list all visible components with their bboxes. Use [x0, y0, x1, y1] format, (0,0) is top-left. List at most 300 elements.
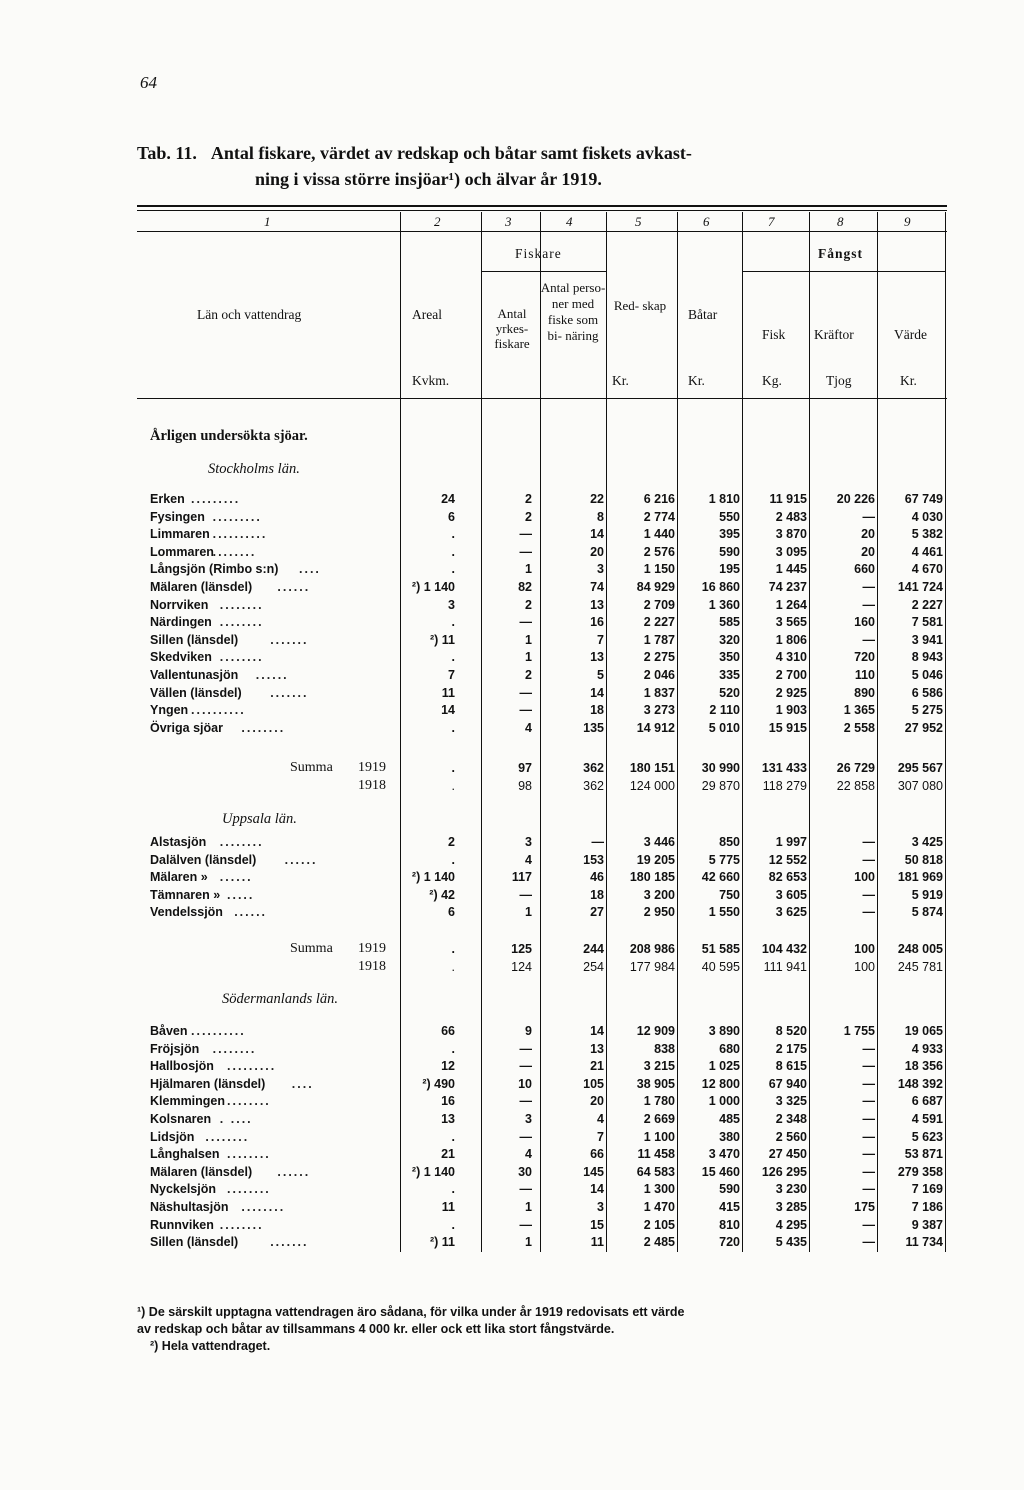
summa-cell: .	[451, 942, 455, 956]
header-col-3: Antal yrkes- fiskare	[494, 306, 530, 351]
table-cell: 6 586	[911, 685, 943, 700]
table-cell: 148 392	[897, 1076, 943, 1091]
table-cell: 3	[448, 597, 455, 612]
table-cell: 4 295	[775, 1217, 807, 1232]
table-row-label: Långsjön (Rimbo s:n)	[150, 562, 279, 577]
title-line-1: Antal fiskare, värdet av redskap och båtar samt fiskets avkast-	[210, 143, 692, 163]
table-cell: .	[451, 852, 455, 867]
table-cell: ²) 1 140	[411, 1164, 455, 1179]
table-row-label: Sillen (länsdel)	[150, 1235, 239, 1250]
table-row-leader: .....	[227, 887, 255, 902]
table-cell: —	[862, 1076, 875, 1091]
summa-cell: 125	[511, 942, 532, 956]
table-row-label: Tämnaren »	[150, 887, 221, 902]
table-row-leader: ..........	[212, 527, 268, 542]
table-cell: 890	[854, 685, 875, 700]
summa-cell: 51 585	[701, 942, 740, 956]
table-cell: —	[519, 1059, 532, 1074]
table-cell: 3 625	[775, 905, 807, 920]
column-number-2: 2	[434, 214, 441, 229]
table-cell: 2 348	[775, 1112, 807, 1126]
table-cell: 1 150	[643, 562, 675, 577]
table-cell: 14	[590, 527, 604, 542]
table-cell: —	[519, 1094, 532, 1109]
summa-label: Summa	[290, 941, 333, 956]
table-cell: 3	[597, 562, 604, 577]
table-cell: 2	[525, 597, 532, 612]
table-cell: 3 200	[643, 887, 675, 902]
table-cell: 2 558	[843, 720, 875, 735]
table-cell: 1 445	[775, 562, 807, 577]
table-cell: 24	[441, 492, 455, 506]
summa-cell: .	[451, 761, 455, 775]
table-cell: 4 591	[911, 1112, 943, 1126]
table-cell: 3 230	[775, 1182, 807, 1197]
table-row-leader: ........	[227, 1094, 271, 1109]
table-cell: —	[862, 509, 875, 524]
table-cell: 6	[448, 509, 455, 524]
rule-col-9	[945, 212, 946, 1252]
table-cell: 141 724	[897, 580, 943, 594]
table-cell: 2 560	[775, 1129, 807, 1144]
column-number-9: 9	[904, 214, 911, 229]
table-cell: —	[862, 1059, 875, 1074]
table-cell: 4	[597, 1112, 604, 1126]
table-row-leader: ........	[212, 544, 257, 559]
table-row-label: Nyckelsjön	[150, 1182, 217, 1197]
table-cell: —	[862, 1147, 875, 1162]
table-cell: 11 734	[905, 1235, 943, 1250]
table-cell: —	[862, 905, 875, 920]
table-cell: 1 025	[708, 1059, 740, 1074]
table-cell: 20	[590, 544, 604, 559]
table-row-label: Vällen (länsdel)	[150, 685, 242, 700]
table-cell: 27	[590, 905, 604, 920]
summa-cell: 111 941	[763, 960, 807, 974]
header-col-1: Län och vattendrag	[197, 307, 302, 322]
table-row-leader: .......	[270, 685, 309, 700]
summa-label: Summa	[290, 760, 333, 775]
table-cell: 1 470	[643, 1200, 675, 1214]
summa-cell: 124 000	[629, 779, 675, 793]
summa-cell: 177 984	[629, 960, 675, 974]
table-cell: —	[519, 1182, 532, 1197]
table-row-leader: ........	[219, 650, 264, 665]
table-cell: 135	[583, 720, 604, 735]
table-cell: 30	[518, 1164, 532, 1179]
table-cell: 590	[719, 544, 740, 559]
table-cell: 13	[590, 1041, 604, 1056]
table-cell: 520	[719, 685, 740, 700]
table-number: Tab. 11.	[137, 143, 197, 163]
summa-cell: 307 080	[897, 779, 943, 793]
table-cell: 4 461	[911, 544, 943, 559]
table-cell: 3 941	[911, 632, 943, 647]
table-row-leader: ......	[284, 852, 318, 867]
table-row-leader: ........	[241, 1200, 286, 1214]
table-cell: 2 669	[643, 1112, 675, 1126]
table-cell: 7 581	[911, 615, 943, 630]
table-cell: 5 919	[911, 887, 943, 902]
table-row-leader: ....	[291, 1076, 314, 1091]
summa-cell: 22 858	[836, 779, 875, 793]
footnote-2: ²) Hela vattendraget.	[150, 1339, 271, 1353]
table-cell: 3 446	[643, 835, 675, 849]
table-cell: 82 653	[768, 870, 807, 885]
header-group-fiskare: Fiskare	[515, 246, 562, 261]
table-cell: 13	[590, 650, 604, 665]
table-cell: 1 755	[843, 1024, 875, 1038]
table-cell: 117	[511, 870, 532, 885]
table-cell: 126 295	[761, 1164, 807, 1179]
table-cell: 6 687	[911, 1094, 943, 1109]
table-cell: 380	[719, 1129, 740, 1144]
table-row-leader: ..........	[191, 703, 246, 718]
table-cell: 2	[448, 835, 455, 849]
summa-cell: 100	[854, 942, 875, 956]
table-row-leader: ........	[212, 1041, 257, 1056]
header-col-4: Antal perso- ner med fiske som bi- näring	[540, 280, 606, 343]
summa-cell: 248 005	[897, 942, 943, 956]
table-cell: .	[451, 1129, 455, 1144]
table-cell: 13	[590, 597, 604, 612]
table-row-leader: .......	[270, 632, 309, 647]
table-cell: 2 774	[643, 509, 675, 524]
page-number: 64	[140, 73, 157, 92]
table-cell: 21	[590, 1059, 604, 1074]
header-col-9: Värde	[894, 327, 927, 342]
rule-top-thin	[137, 210, 947, 211]
header-col-8: Kräftor	[814, 327, 854, 342]
table-row-leader: ......	[255, 668, 289, 682]
rule-fangst-group	[742, 271, 945, 272]
table-cell: 4	[525, 852, 532, 867]
table-cell: 4 030	[911, 509, 943, 524]
table-cell: —	[862, 580, 875, 594]
footnote-1a: ¹) De särskilt upptagna vattendragen äro sådana, för vilka under år 1919 redovisats ett värde	[137, 1305, 685, 1319]
table-row-label: Hallbosjön	[150, 1059, 214, 1074]
table-cell: —	[862, 887, 875, 902]
table-cell: 3	[525, 835, 532, 849]
summa-cell: 245 781	[897, 960, 943, 974]
table-cell: 6 216	[643, 492, 675, 506]
table-cell: 11 458	[637, 1147, 675, 1162]
table-cell: 335	[719, 668, 740, 682]
header-col-7: Fisk	[762, 327, 786, 342]
table-cell: 3 470	[708, 1147, 740, 1162]
summa-cell: 118 279	[762, 779, 807, 793]
table-cell: 10	[518, 1076, 532, 1091]
table-cell: —	[591, 835, 604, 849]
header-unit-5: Kr.	[612, 373, 629, 388]
table-row-label: Runnviken	[150, 1217, 214, 1232]
table-cell: 2 275	[643, 650, 675, 665]
header-unit-2: Kvkm.	[412, 373, 450, 388]
table-cell: 1	[525, 650, 532, 665]
column-number-1: 1	[264, 214, 271, 229]
table-cell: 8 943	[911, 650, 943, 665]
table-cell: 7 186	[911, 1200, 943, 1214]
table-cell: 8	[597, 509, 604, 524]
table-cell: 18 356	[904, 1059, 943, 1074]
summa-year: 1919	[358, 941, 386, 956]
table-cell: —	[519, 544, 532, 559]
table-cell: 2 925	[775, 685, 807, 700]
rule-top-thick	[137, 205, 947, 207]
table-row-label: Mälaren (länsdel)	[150, 580, 253, 594]
table-cell: —	[862, 1129, 875, 1144]
table-cell: 22	[590, 492, 604, 506]
table-cell: 175	[854, 1200, 875, 1214]
table-cell: 1	[525, 905, 532, 920]
table-cell: 11	[441, 685, 455, 700]
table-cell: 1	[525, 632, 532, 647]
table-cell: 11 915	[769, 492, 807, 506]
column-number-7: 7	[768, 214, 775, 229]
table-cell: 181 969	[897, 870, 943, 885]
table-cell: ²) 1 140	[411, 580, 455, 594]
table-cell: 9 387	[911, 1217, 943, 1232]
table-cell: 19 065	[904, 1024, 943, 1038]
header-col-2: Areal	[412, 307, 442, 322]
table-cell: 110	[854, 668, 875, 682]
table-cell: 64 583	[636, 1164, 675, 1179]
table-cell: —	[519, 1041, 532, 1056]
table-row-label: Hjälmaren (länsdel)	[150, 1076, 266, 1091]
table-cell: 3	[597, 1200, 604, 1214]
table-cell: 20	[861, 544, 875, 559]
table-cell: 16	[590, 615, 604, 630]
table-cell: 720	[854, 650, 875, 665]
table-cell: 6	[448, 905, 455, 920]
header-unit-8: Tjog	[826, 373, 852, 388]
summa-year: 1918	[358, 959, 386, 974]
table-row-label: Norrviken	[150, 597, 209, 612]
table-cell: 5 275	[911, 703, 943, 718]
table-cell: 145	[583, 1164, 604, 1179]
table-row-leader: ........	[219, 1217, 264, 1232]
table-cell: 3 273	[643, 703, 675, 718]
table-cell: 12	[441, 1059, 455, 1074]
table-cell: 42 660	[701, 870, 740, 885]
table-cell: 590	[719, 1182, 740, 1197]
table-row-label: Sillen (länsdel)	[150, 632, 239, 647]
table-cell: 15 915	[768, 720, 807, 735]
table-cell: —	[862, 1094, 875, 1109]
table-cell: 2 046	[643, 668, 675, 682]
rule-header-bottom	[137, 398, 947, 399]
table-cell: 4	[525, 720, 532, 735]
column-number-3: 3	[505, 214, 512, 229]
table-cell: 3 890	[708, 1024, 740, 1038]
summa-cell: 104 432	[761, 942, 807, 956]
table-cell: ²) 11	[429, 1235, 455, 1250]
table-cell: 3 285	[775, 1200, 807, 1214]
table-cell: 18	[590, 703, 604, 718]
table-cell: 1 440	[643, 527, 675, 542]
table-cell: 1 360	[708, 597, 740, 612]
summa-cell: 124	[511, 960, 532, 974]
table-row-leader: ........	[219, 597, 264, 612]
table-cell: —	[519, 703, 532, 718]
table-cell: 2 105	[643, 1217, 675, 1232]
table-row-leader: .........	[191, 492, 241, 506]
table-cell: 2	[525, 668, 532, 682]
table-cell: 180 185	[629, 870, 675, 885]
table-cell: 14	[590, 685, 604, 700]
column-number-5: 5	[635, 214, 642, 229]
table-cell: 4	[525, 1147, 532, 1162]
summa-cell: .	[451, 779, 455, 793]
summa-cell: 29 870	[701, 779, 740, 793]
table-cell: 415	[719, 1200, 740, 1214]
summa-cell: 131 433	[761, 761, 807, 775]
table-cell: 585	[719, 615, 740, 630]
table-cell: 27 450	[768, 1147, 807, 1162]
rule-colnum	[137, 231, 947, 232]
table-cell: —	[519, 685, 532, 700]
table-cell: —	[862, 1112, 875, 1126]
table-cell: 15	[590, 1217, 604, 1232]
table-cell: 46	[590, 870, 604, 885]
table-cell: 82	[518, 580, 532, 594]
table-cell: 3	[525, 1112, 532, 1126]
table-cell: .	[451, 527, 455, 542]
column-number-8: 8	[837, 214, 844, 229]
table-cell: 16 860	[701, 580, 740, 594]
table-cell: 1 903	[775, 703, 807, 718]
table-row-leader: ......	[219, 870, 253, 885]
table-cell: 3 215	[643, 1059, 675, 1074]
table-cell: 14	[590, 1182, 604, 1197]
header-unit-7: Kg.	[762, 373, 782, 388]
table-cell: 1 787	[643, 632, 675, 647]
table-row-label: Mälaren (länsdel)	[150, 1164, 253, 1179]
table-cell: 7	[597, 1129, 604, 1144]
table-cell: 5 775	[708, 852, 740, 867]
table-cell: 395	[719, 527, 740, 542]
table-cell: 67 940	[768, 1076, 807, 1091]
table-cell: 2 576	[643, 544, 675, 559]
table-cell: 2 485	[643, 1235, 675, 1250]
table-cell: 5 046	[911, 668, 943, 682]
table-cell: 2 709	[643, 597, 675, 612]
table-cell: 66	[590, 1147, 604, 1162]
table-cell: 5 382	[911, 527, 943, 542]
table-cell: —	[862, 597, 875, 612]
table-row-label: Vallentunasjön	[150, 668, 239, 682]
table-cell: 3 605	[775, 887, 807, 902]
table-cell: 18	[590, 887, 604, 902]
table-row-label: Fröjsjön	[150, 1041, 200, 1056]
table-cell: 13	[441, 1112, 455, 1126]
region-name: Södermanlands län.	[222, 991, 338, 1007]
table-cell: ²) 42	[429, 887, 455, 902]
table-row-leader: ........	[219, 835, 264, 849]
table-cell: —	[862, 1217, 875, 1232]
table-row-label: Näshultasjön	[150, 1200, 229, 1214]
table-cell: 9	[525, 1024, 532, 1038]
title-line-2: ning i vissa större insjöar¹) och älvar år 1919.	[255, 169, 602, 189]
table-cell: 14	[441, 703, 455, 718]
table-cell: 11	[441, 1200, 455, 1214]
table-row-label: Alstasjön	[150, 835, 207, 849]
section-title: Årligen undersökta sjöar.	[150, 428, 308, 444]
table-cell: 5 435	[775, 1235, 807, 1250]
summa-cell: 26 729	[836, 761, 875, 775]
table-row-leader: .......	[270, 1235, 309, 1250]
table-row-label: Mälaren »	[150, 870, 208, 885]
table-cell: 7	[448, 668, 455, 682]
table-cell: —	[519, 1129, 532, 1144]
table-cell: 7 169	[911, 1182, 943, 1197]
table-cell: 20	[861, 527, 875, 542]
table-row-leader: ..........	[191, 1024, 246, 1038]
table-cell: 4 933	[911, 1041, 943, 1056]
table-cell: 53 871	[904, 1147, 943, 1162]
table-cell: .	[451, 615, 455, 630]
table-cell: 838	[654, 1041, 675, 1056]
summa-cell: 295 567	[897, 761, 943, 775]
table-row-label: Yngen	[150, 703, 189, 718]
table-cell: 3 870	[775, 527, 807, 542]
table-cell: 12 552	[768, 852, 807, 867]
table-cell: 1 264	[775, 597, 807, 612]
table-row-leader: .........	[212, 509, 262, 524]
table-row-leader: ......	[277, 1164, 311, 1179]
header-col-5: Red- skap	[613, 298, 667, 313]
table-cell: 2 175	[775, 1041, 807, 1056]
summa-cell: 362	[583, 779, 604, 793]
table-cell: .	[451, 562, 455, 577]
table-row-label: Kolsnaren	[150, 1112, 212, 1126]
column-number-4: 4	[566, 214, 573, 229]
table-cell: —	[862, 1235, 875, 1250]
summa-cell: 30 990	[701, 761, 740, 775]
table-cell: 3 095	[775, 544, 807, 559]
table-title	[137, 140, 692, 192]
table-cell: 12 909	[636, 1024, 675, 1038]
table-row-label: Fysingen	[150, 509, 205, 524]
table-cell: 20	[590, 1094, 604, 1109]
summa-cell: 100	[854, 960, 875, 974]
table-cell: 3 325	[775, 1094, 807, 1109]
table-cell: 1 997	[775, 835, 807, 849]
table-row-label: Dalälven (länsdel)	[150, 852, 257, 867]
table-cell: 5 623	[911, 1129, 943, 1144]
summa-year: 1918	[358, 778, 386, 793]
table-cell: 15 460	[701, 1164, 740, 1179]
table-row-label: Närdingen	[150, 615, 212, 630]
table-cell: 3 425	[911, 835, 943, 849]
table-cell: 38 905	[636, 1076, 675, 1091]
table-cell: .	[451, 1182, 455, 1197]
table-cell: .	[451, 650, 455, 665]
table-row-leader: ........	[241, 720, 286, 735]
table-cell: 74 237	[768, 580, 807, 594]
table-cell: 680	[719, 1041, 740, 1056]
header-group-fangst: Fångst	[818, 246, 864, 261]
table-cell: 1	[525, 1200, 532, 1214]
table-row-leader: ........	[227, 1147, 271, 1162]
table-row-label: Lidsjön	[150, 1129, 195, 1144]
table-cell: 1 100	[643, 1129, 675, 1144]
table-row-leader: .........	[227, 1059, 277, 1074]
table-cell: 2 483	[775, 509, 807, 524]
table-cell: 485	[719, 1112, 740, 1126]
table-row-label: Lommaren	[150, 544, 214, 559]
table-cell: 74	[590, 580, 604, 594]
